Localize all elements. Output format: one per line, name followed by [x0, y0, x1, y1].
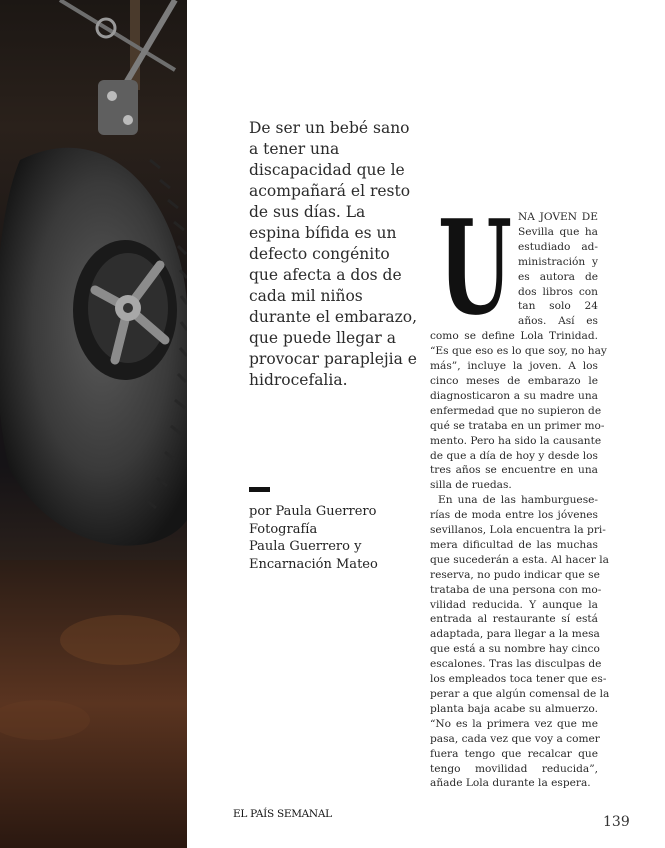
body-line: rías de moda entre los jóvenes: [430, 509, 598, 522]
body-line: que está a su nombre hay cinco: [430, 643, 600, 656]
body-line: diagnosticaron a su madre una: [430, 389, 598, 402]
standfirst-text: De ser un bebé sano a tener una discapacidad que le acompañará el resto de sus días. La espina bífida es un defecto congénito que afecta a dos de cada mil niños durante el embarazo, que puede llegar a provocar paraplejia e hidrocefalia.: [249, 119, 418, 389]
body-line: enfermedad que no supieron de: [430, 404, 602, 417]
page-number: 139: [603, 814, 630, 830]
body-line: silla de ruedas.: [430, 479, 512, 492]
body-line: los empleados toca tener que es-: [430, 673, 607, 686]
wheelchair-photo: [0, 0, 187, 848]
body-line: trataba de una persona con mo-: [430, 583, 602, 596]
body-line: “No es la primera vez que me: [430, 717, 598, 730]
body-line: mento. Pero ha sido la causante: [430, 434, 602, 447]
article-body: [430, 210, 610, 791]
byline: por Paula Guerrero: [249, 504, 377, 519]
body-line: cinco meses de embarazo le: [430, 374, 598, 387]
magazine-name: EL PAÍS SEMANAL: [233, 808, 332, 820]
body-line: reserva, no pudo indicar que se: [430, 568, 600, 581]
photographer-line-2: Encarnación Mateo: [249, 556, 378, 572]
body-line: más”, incluye la joven. A los: [430, 360, 598, 373]
body-line: qué se trataba en un primer mo-: [430, 419, 605, 432]
body-line: tengo movilidad reducida”,: [430, 762, 598, 775]
body-line: dos libros con: [518, 285, 598, 298]
body-line: adaptada, para llegar a la mesa: [430, 628, 600, 641]
body-line: En una de las hamburguese-: [438, 494, 598, 507]
byline-rule: [249, 487, 270, 492]
body-line: NA JOVEN DE: [518, 211, 598, 223]
body-line: sevillanos, Lola encuentra la pri-: [430, 524, 606, 537]
body-line: perar a que algún comensal de la: [430, 688, 610, 700]
photo-credit-label: Fotografía: [249, 521, 318, 537]
wheelchair-illustration: [0, 0, 187, 848]
body-line: mera dificultad de las muchas: [430, 538, 598, 551]
body-line: Sevilla que ha: [518, 225, 598, 238]
body-line: tres años se encuentre en una: [430, 464, 598, 477]
body-line: años. Así es: [518, 315, 598, 328]
body-line: ministración y: [518, 255, 598, 268]
body-line: planta baja acabe su almuerzo.: [430, 702, 598, 715]
body-line: pasa, cada vez que voy a comer: [430, 732, 600, 745]
body-line: fuera tengo que recalcar que: [430, 747, 598, 760]
body-line: de que a día de hoy y desde los: [430, 449, 598, 462]
body-line: que sucederán a esta. Al hacer la: [430, 553, 609, 566]
credits: [249, 503, 389, 573]
body-line: vilidad reducida. Y aunque la: [430, 598, 598, 611]
body-line: es autora de: [518, 270, 598, 283]
drop-cap-letter: U: [438, 209, 512, 319]
body-line: añade Lola durante la espera.: [430, 777, 591, 790]
body-line: entrada al restaurante sí está: [430, 613, 598, 626]
body-line: escalones. Tras las disculpas de: [430, 658, 602, 671]
body-line: “Es que eso es lo que soy, no hay: [430, 345, 607, 358]
standfirst: [249, 118, 421, 391]
body-line: estudiado ad-: [518, 240, 598, 253]
photographer-line-1: Paula Guerrero y: [249, 539, 362, 554]
body-line: tan solo 24: [518, 300, 598, 313]
body-line: como se define Lola Trinidad.: [430, 330, 598, 343]
